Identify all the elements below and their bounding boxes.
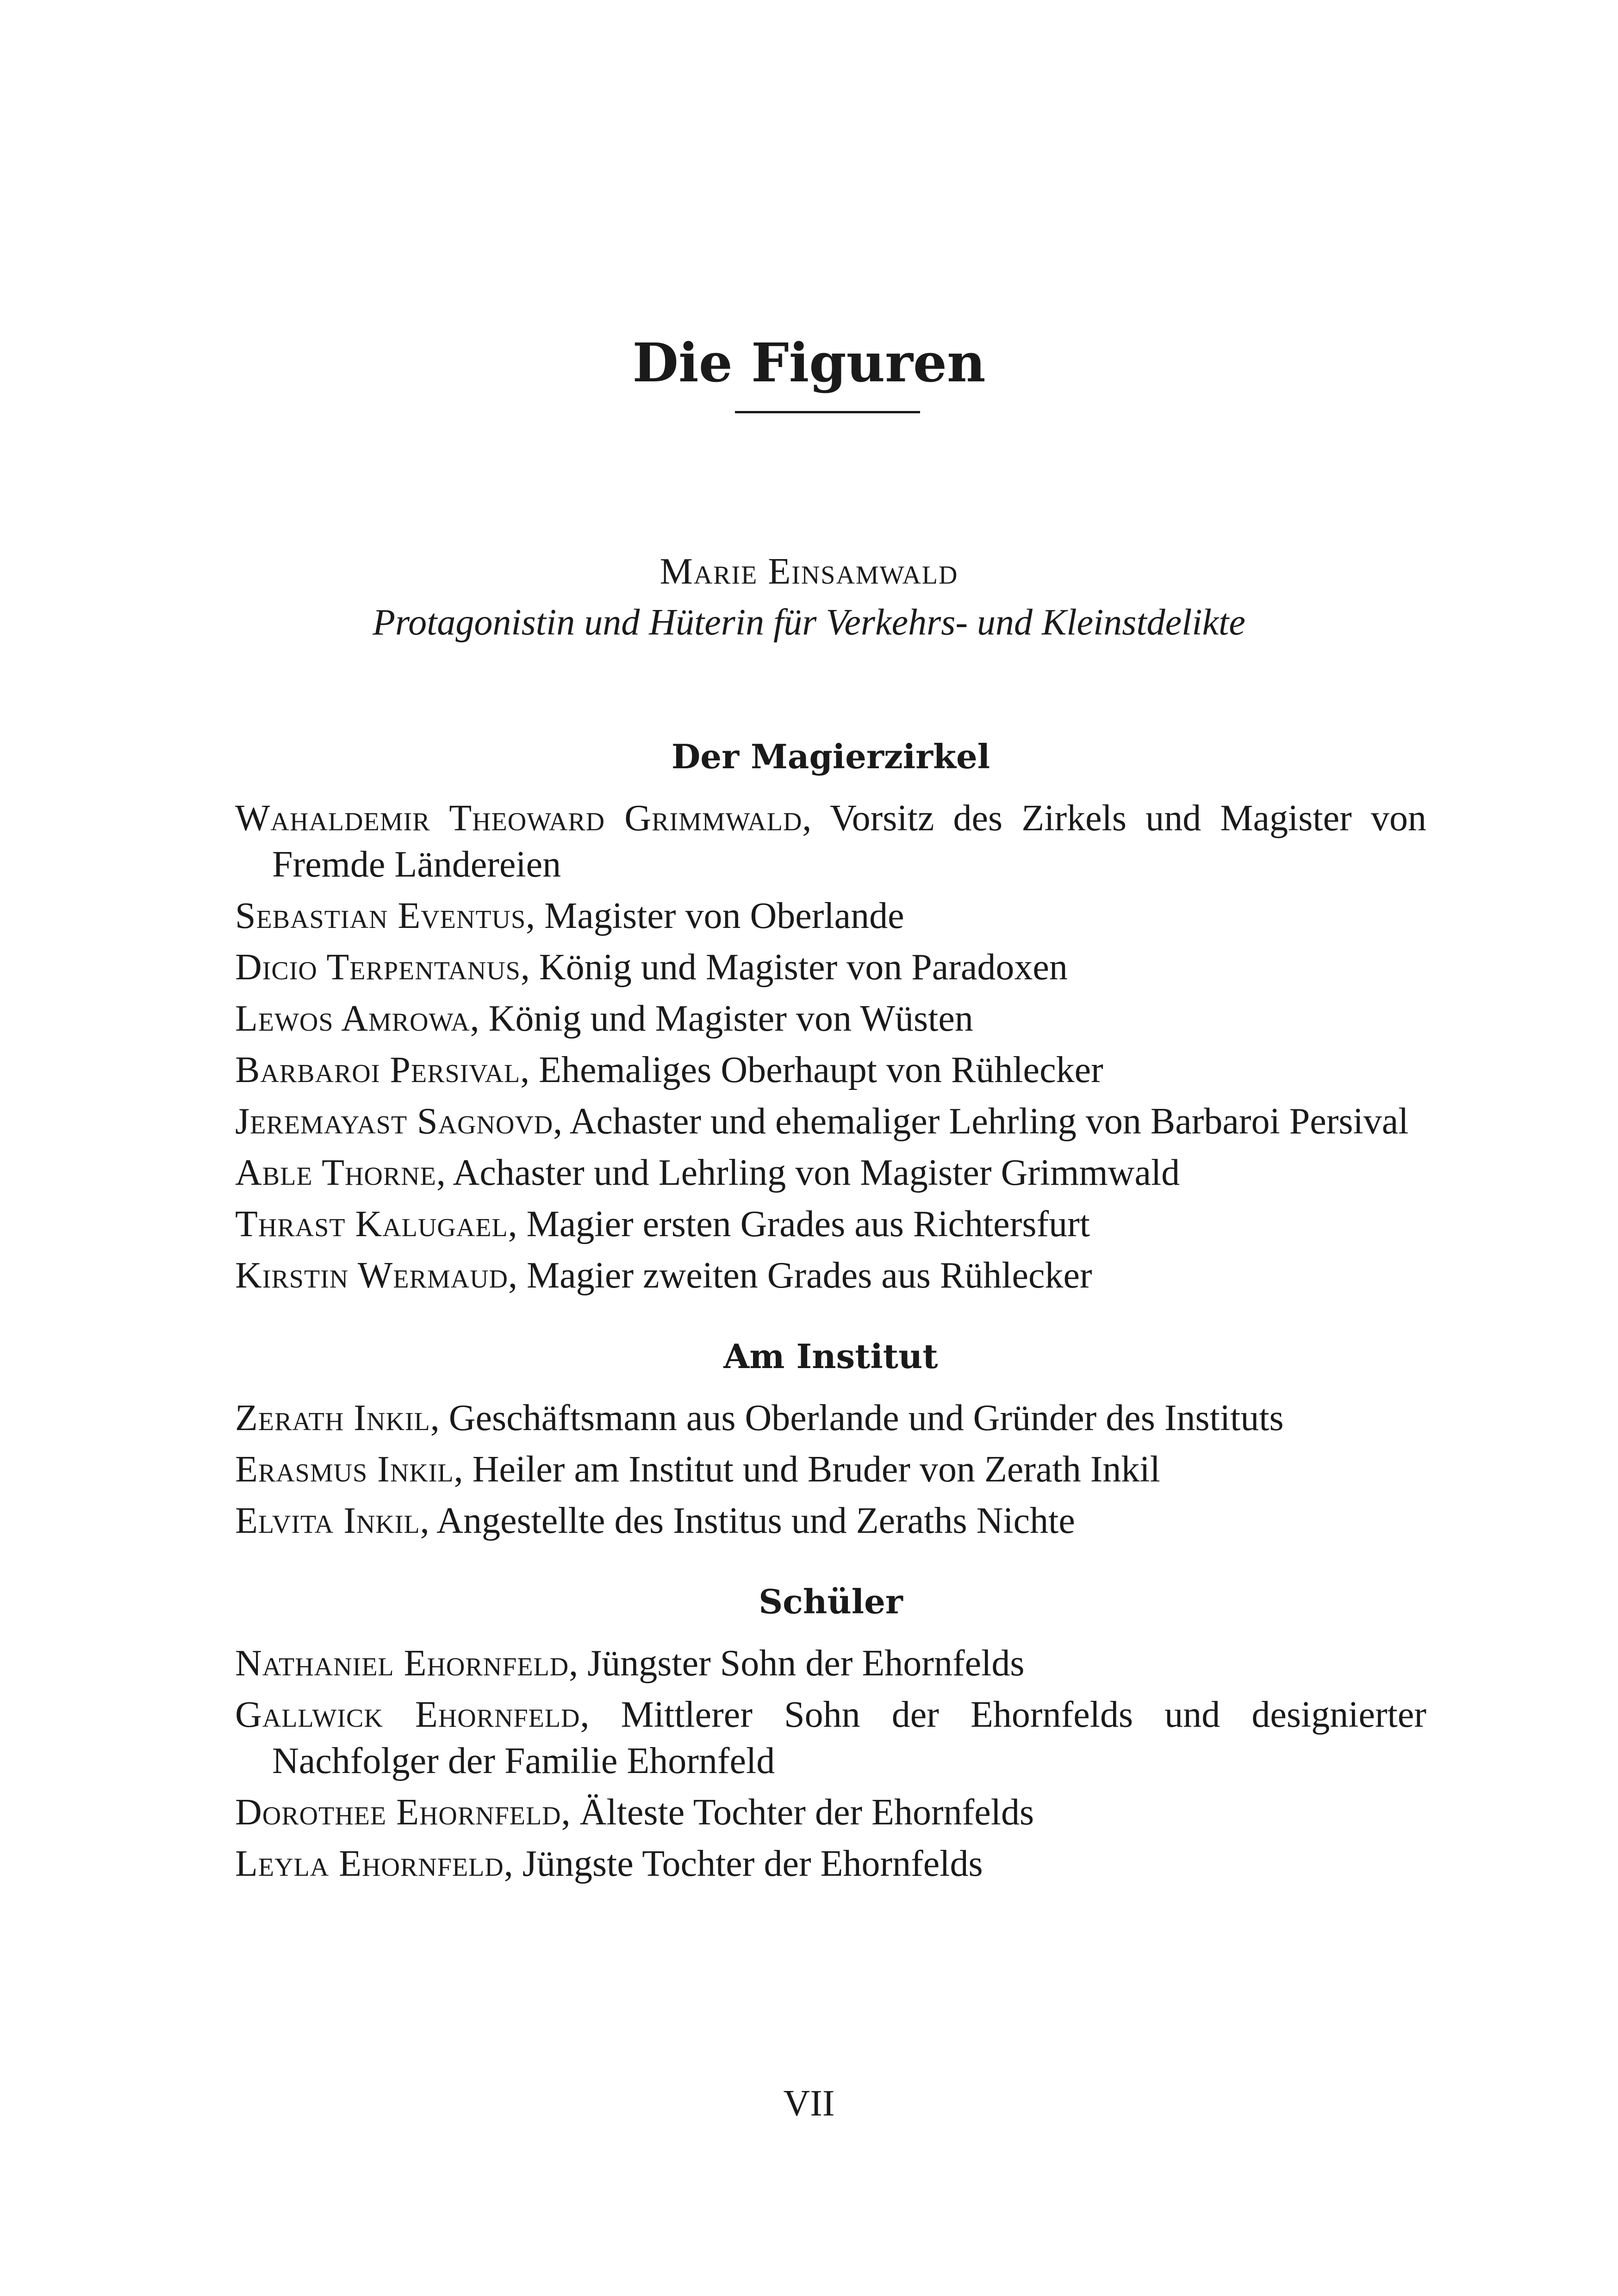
protagonist-name: Marie Einsamwald [660,551,958,592]
character-entry [235,1446,1426,1493]
character-description: , König und Magister von Wüsten [470,998,973,1039]
protagonist-role: Protagonistin und Hüterin für Verkehrs- und Kleinstdelikte [373,602,1245,643]
character-description: , Achaster und Lehrling von Magister Grimmwald [436,1152,1180,1193]
section-heading-magierzirkel: Der Magierzirkel [671,737,990,776]
character-entry [235,893,1426,939]
character-name: Sebastian Eventus [235,896,526,936]
character-name: Zerath Inkil [235,1398,430,1438]
character-description: , Älteste Tochter der Ehornfelds [561,1792,1034,1833]
character-entry [235,1498,1426,1544]
character-name: Lewos Amrowa [235,998,470,1039]
character-name: Wahaldemir Theoward Grimmwald [235,798,803,839]
character-description: , Heiler am Institut und Bruder von Zerath Inkil [454,1449,1160,1490]
character-name: Barbaroi Persival [235,1050,521,1090]
character-name: Dorothee Ehornfeld [235,1792,561,1833]
character-entry [235,795,1426,888]
character-description: , Achaster und ehemaliger Lehrling von Barbaroi Persival [553,1101,1409,1142]
character-description: , König und Magister von Paradoxen [520,947,1068,988]
character-description: , Jüngster Sohn der Ehornfelds [569,1643,1025,1684]
character-description: , Geschäftsmann aus Oberlande und Gründer des Instituts [430,1398,1284,1438]
section-heading-schueler: Schüler [759,1582,903,1621]
character-entry [235,1395,1426,1441]
character-entry [235,1841,1426,1887]
character-name: Thrast Kalugael [235,1204,508,1244]
character-name: Leyla Ehornfeld [235,1843,504,1884]
character-description: , Ehemaliges Oberhaupt von Rühlecker [520,1050,1103,1090]
character-description: , Magier ersten Grades aus Richtersfurt [508,1204,1090,1244]
page-number: VII [783,2083,835,2124]
character-entry [235,1789,1426,1836]
character-entry [235,1098,1426,1145]
character-entry [235,1692,1426,1784]
character-entry [235,1252,1426,1299]
character-description: , Angestellte des Institus und Zeraths Nichte [420,1500,1075,1541]
character-entry [235,1150,1426,1196]
character-entry [235,1201,1426,1247]
character-description: , Vorsitz des Zirkels und Magister von Fremde Ländereien [272,798,1426,885]
page-title: Die Figuren [632,332,986,394]
character-name: Jeremayast Sagnovd [235,1101,554,1142]
character-name: Erasmus Inkil [235,1449,454,1490]
character-description: , Magister von Oberlande [526,896,904,936]
character-entry [235,996,1426,1042]
character-name: Elvita Inkil [235,1500,420,1541]
section-heading-am-institut: Am Institut [723,1337,938,1376]
protagonist-block [0,546,1618,648]
character-name: Able Thorne [235,1152,436,1193]
character-entry [235,1047,1426,1093]
character-description: , Mittlerer Sohn der Ehornfelds und designierter Nachfolger der Familie Ehornfeld [272,1694,1427,1781]
character-description: , Magier zweiten Grades aus Rühlecker [508,1255,1092,1296]
character-entry [235,1640,1426,1686]
character-name: Kirstin Wermaud [235,1255,508,1296]
character-name: Dicio Terpentanus [235,947,521,988]
character-list [235,731,1426,1892]
character-name: Gallwick Ehornfeld [235,1694,580,1735]
character-entry [235,944,1426,990]
character-description: , Jüngste Tochter der Ehornfelds [504,1843,983,1884]
title-underline [735,411,920,413]
character-name: Nathaniel Ehornfeld [235,1643,569,1684]
